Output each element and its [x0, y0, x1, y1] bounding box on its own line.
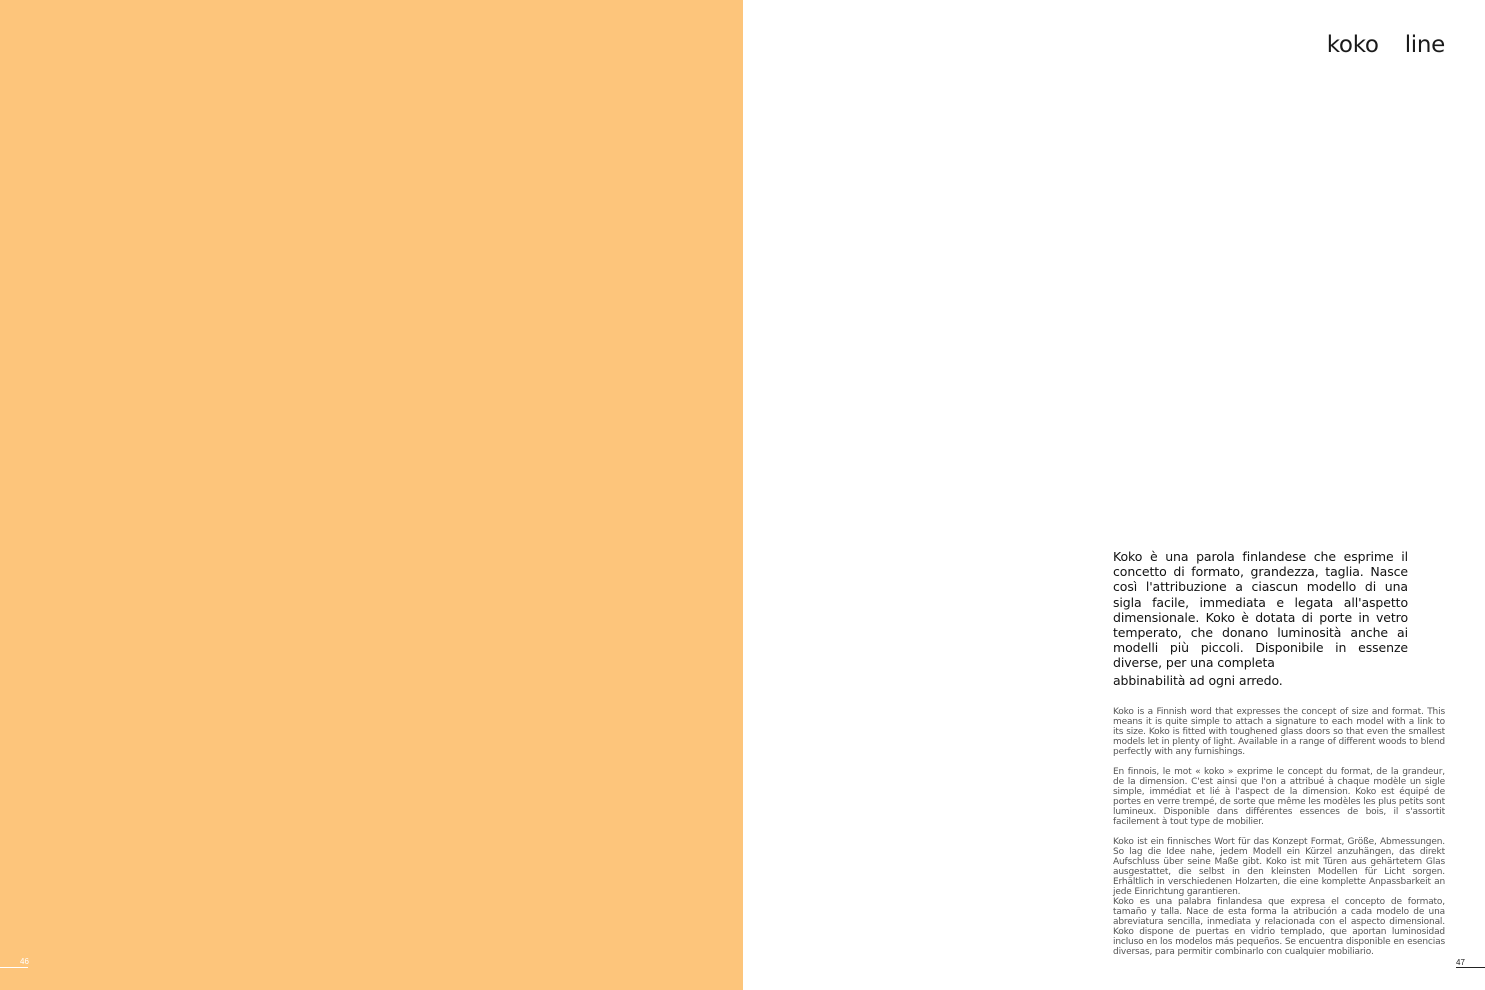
right-page-number-rule — [1456, 967, 1485, 968]
body-paragraph-german: Koko ist ein finnisches Wort für das Konzept Format, Größe, Abmessungen. So lag die Idee nahe, jedem Modell ein Kürzel anzuhängen, das direkt Aufschluss über seine Maße gibt. Koko ist mit Türen aus gehärtetem Glas ausgestattet, die selbst in den kleinsten Modellen für Licht sorgen. Erhältlich in verschiedenen Holzarten, die eine komplette Anpassbarkeit an jede Einrichtung garantieren. — [1113, 837, 1445, 897]
body-paragraph-french: En finnois, le mot « koko » exprime le concept du format, de la grandeur, de la dimension. C'est ainsi que l'on a attribué à chaque modèle un sigle simple, immédiat et lié à l'aspect de la dimension. Koko est équipé de portes en verre trempé, de sorte que même les modèles les plus petits sont lumineux. Disponible dans différentes essences de bois, il s'assortit facilement à tout type de mobilier. — [1113, 767, 1445, 827]
intro-italian-last-line: abbinabilità ad ogni arredo. — [1113, 672, 1283, 688]
product-line-title — [1327, 32, 1445, 58]
title-word-koko: koko — [1326, 32, 1379, 58]
title-word-line: line — [1404, 32, 1445, 58]
intro-paragraph-italian — [1113, 549, 1408, 688]
right-page-number: 47 — [1456, 958, 1465, 967]
intro-italian-text: Koko è una parola finlandese che esprime il concetto di formato, grandezza, taglia. Nasce così l'attribuzione a ciascun modello di una sigla facile, immediata e legata all'aspetto dimensionale. Koko è dotata di porte in vetro temperato, che donano luminosità anche ai modelli più piccoli. Disponibile in essenze diverse, per una completa — [1113, 549, 1408, 671]
body-paragraph-spanish: Koko es una palabra finlandesa que expresa el concepto de formato, tamaño y talla. Nace de esta forma la atribución a cada modelo de una abreviatura sencilla, inmediata y relacionada con el aspecto dimensional. Koko dispone de puertas en vidrio templado, que aportan luminosidad incluso en los modelos más pequeños. Se encuentra disponible en esencias diversas, para permitir combinarlo con cualquier mobiliario. — [1113, 897, 1445, 957]
left-page-number-rule — [0, 967, 28, 968]
left-page-number: 46 — [20, 957, 29, 966]
body-paragraph-english: Koko is a Finnish word that expresses the concept of size and format. This means it is quite simple to attach a signature to each model with a link to its size. Koko is fitted with toughened glass doors so that even the smallest models let in plenty of light. Available in a range of different woods to blend perfectly with any furnishings. — [1113, 707, 1445, 757]
